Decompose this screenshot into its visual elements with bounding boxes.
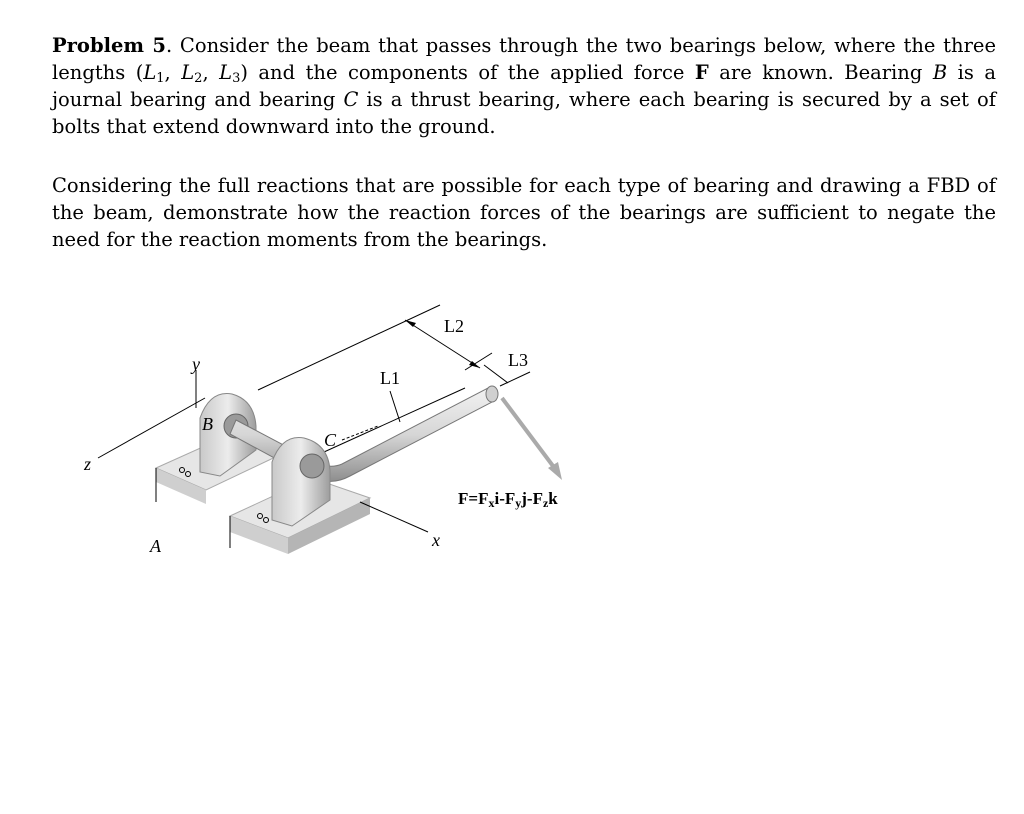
p1-text-a: . Consider the beam that passes through the two bearings below, where the three lengths ( xyxy=(52,34,996,84)
bearing-c-bore xyxy=(300,454,324,478)
L3-extension xyxy=(500,372,530,386)
force-label xyxy=(458,489,558,510)
beam-bearing-figure xyxy=(60,290,620,580)
force-y-sub: y xyxy=(515,496,522,510)
force-i: i xyxy=(494,489,500,508)
L3-subscript: 3 xyxy=(232,71,241,86)
bearing-b-symbol: B xyxy=(932,61,948,84)
C-leader-line xyxy=(342,426,378,440)
force-minus-fy: -F xyxy=(499,489,516,508)
force-minus-fz: -F xyxy=(526,489,543,508)
L3-symbol: L xyxy=(219,61,233,84)
label-L3: L3 xyxy=(508,350,528,370)
p1-text-b: ) and the components of the applied force xyxy=(240,61,695,84)
L2-symbol: L xyxy=(181,61,195,84)
bearing-c-symbol: C xyxy=(343,88,359,111)
L1-dimension-line xyxy=(258,305,440,390)
sep-2: , xyxy=(202,61,220,84)
label-L2: L2 xyxy=(444,316,464,336)
problem-heading: Problem 5 xyxy=(52,34,166,57)
x-axis-line xyxy=(360,502,428,532)
L1-leader xyxy=(390,391,400,422)
L1-symbol: L xyxy=(143,61,157,84)
force-j: j xyxy=(521,489,527,508)
p1-text-c: are known. Bearing xyxy=(708,61,933,84)
L2-dimension-line xyxy=(405,320,480,368)
z-axis-line xyxy=(98,398,205,458)
L1-subscript: 1 xyxy=(156,71,165,86)
label-y: y xyxy=(192,354,200,374)
force-x-sub: x xyxy=(488,496,495,510)
label-A: A xyxy=(150,536,161,556)
label-B: B xyxy=(202,414,213,434)
force-F: F=F xyxy=(458,489,489,508)
problem-paragraph-2: Considering the full reactions that are possible for each type of bearing and drawing a FBD of the beam, demonstrate how the reaction forces of the bearings are sufficient to negate the need for the reaction moments from the bearings. xyxy=(52,174,996,251)
force-symbol: F xyxy=(694,61,709,84)
L2-subscript: 2 xyxy=(194,71,203,86)
p1-text-e: is a thrust bearing, where each bearing is secured by a set of bolts that extend downward into the ground. xyxy=(52,88,997,138)
label-x: x xyxy=(432,530,440,550)
force-z-sub: z xyxy=(542,496,549,510)
problem-paragraph-1 xyxy=(52,32,996,140)
label-L1: L1 xyxy=(380,368,400,388)
L3-dimension-line xyxy=(484,365,508,383)
sep-1: , xyxy=(164,61,182,84)
force-arrow-line xyxy=(502,398,556,470)
label-z: z xyxy=(84,454,92,474)
force-k: k xyxy=(548,489,558,508)
p1-text-d: is a journal bearing and bearing xyxy=(52,61,996,111)
beam-end-cap xyxy=(486,386,498,402)
label-C: C xyxy=(324,430,337,450)
